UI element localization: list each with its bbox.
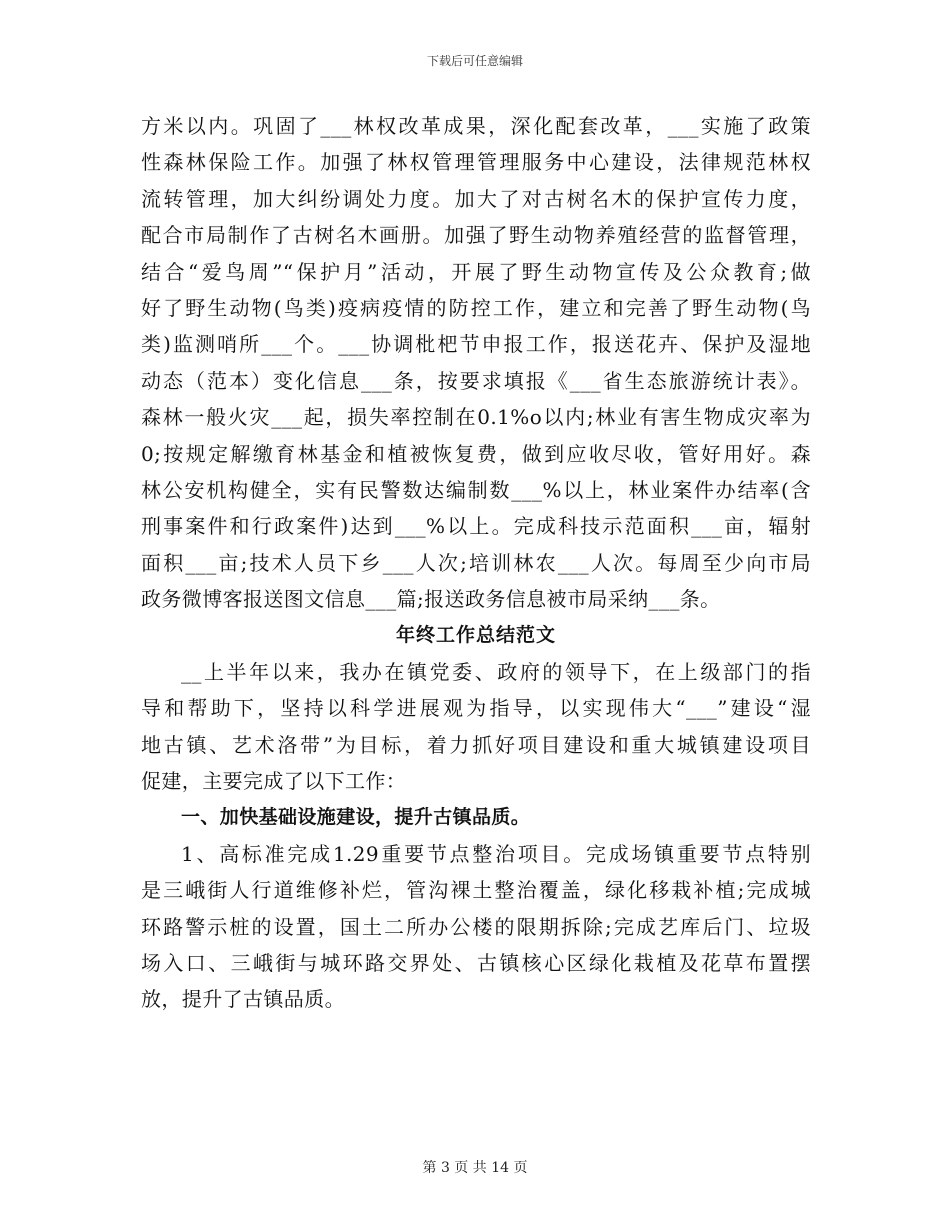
text-line: 放，提升了古镇品质。: [141, 987, 345, 1012]
text-line: 类)监测哨所___个。___协调枇杷节申报工作，报送花卉、保护及湿地: [141, 332, 811, 357]
text-line: 配合市局制作了古树名木画册。加强了野生动物养殖经营的监督管理，: [141, 223, 811, 248]
paragraph-intro: [141, 654, 811, 800]
text-line: 场入口、三峨街与城环路交界处、古镇核心区绿化栽植及花草布置摆: [141, 950, 811, 975]
text-line: 政务微博客报送图文信息___篇;报送政务信息被市局采纳___条。: [141, 587, 721, 612]
text-line: 方米以内。巩固了___林权改革成果，深化配套改革，___实施了政策: [141, 114, 811, 138]
text-line: 林公安机构健全，实有民警数达编制数___%以上，林业案件办结率(含: [141, 477, 811, 502]
text-line: 环路警示桩的设置，国土二所办公楼的限期拆除;完成艺库后门、垃圾: [141, 914, 811, 939]
text-line: 地古镇、艺术洛带”为目标，着力抓好项目建设和重大城镇建设项目: [141, 732, 811, 757]
text-line: 动态（范本）变化信息___条，按要求填报《___省生态旅游统计表》。: [141, 368, 811, 393]
text-line: 面积___亩;技术人员下乡___人次;培训林农___人次。每周至少向市局: [141, 550, 811, 575]
page-number: 第 3 页 共 14 页: [422, 1160, 528, 1176]
text-line: __上半年以来，我办在镇党委、政府的领导下，在上级部门的指: [181, 659, 811, 684]
text-line: 促建，主要完成了以下工作：: [141, 769, 407, 794]
section-title: 年终工作总结范文: [395, 624, 556, 647]
text-line: 导和帮助下，坚持以科学进展观为指导，以实现伟大“___”建设“湿: [141, 696, 811, 721]
text-line: 好了野生动物(鸟类)疫病疫情的防控工作，建立和完善了野生动物(鸟: [141, 295, 811, 320]
text-line: 结合“爱鸟周”“保护月”活动，开展了野生动物宣传及公众教育;做: [141, 259, 811, 284]
text-line: 刑事案件和行政案件)达到___%以上。完成科技示范面积___亩，辐射: [141, 514, 811, 539]
text-line: 流转管理，加大纠纷调处力度。加大了对古树名木的保护宣传力度，: [141, 186, 811, 211]
text-line: 森林一般火灾___起，损失率控制在0.1%o以内;林业有害生物成灾率为: [141, 405, 811, 430]
text-line: 1、高标准完成1.29重要节点整治项目。完成场镇重要节点特别: [181, 841, 811, 866]
subsection-heading: 一、加快基础设施建设，提升古镇品质。: [181, 806, 531, 829]
paragraph-forestry-report: [141, 108, 811, 617]
header-note: 下载后可任意编辑: [426, 54, 523, 68]
document-body: [141, 108, 811, 1018]
text-line: 0;按规定解缴育林基金和植被恢复费，做到应收尽收，管好用好。森: [141, 441, 811, 466]
paragraph-infrastructure: [141, 836, 811, 1018]
text-line: 性森林保险工作。加强了林权管理管理服务中心建设，法律规范林权: [141, 150, 811, 175]
text-line: 是三峨街人行道维修补烂，管沟裸土整治覆盖，绿化移栽补植;完成城: [141, 878, 811, 903]
